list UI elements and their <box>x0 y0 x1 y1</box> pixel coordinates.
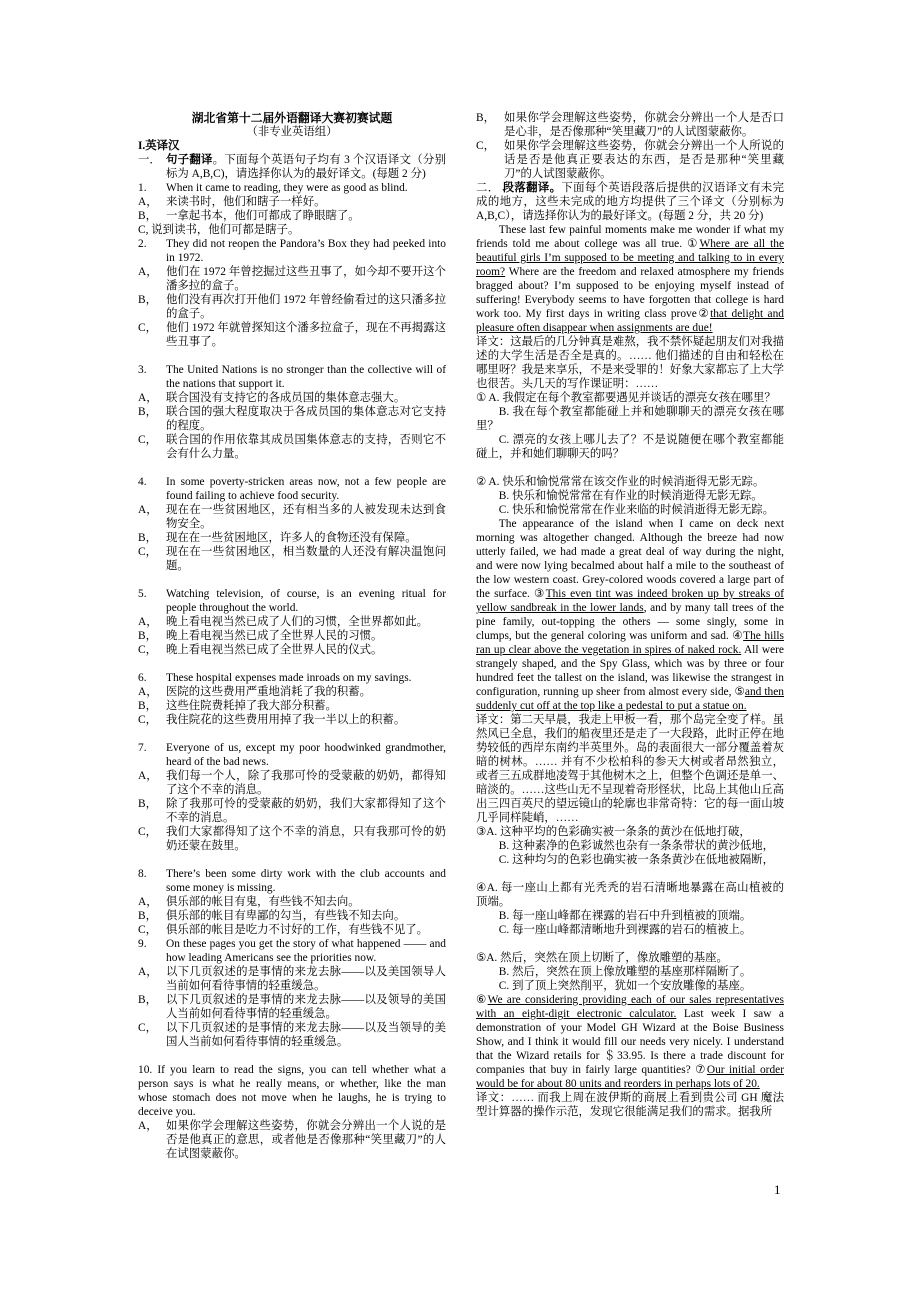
item-text <box>166 937 446 965</box>
underlined-passage: and then suddenly cut off at the top like a pedestal to put a statue on. <box>476 686 784 712</box>
text-segment: 二． <box>476 182 503 194</box>
text-segment: , and by many tall trees of the pine family, out-topping the others — some singly, some in clumps, but the general coloring was uniform and sad. ④ <box>476 602 784 642</box>
item-label: B， <box>138 700 157 712</box>
text-segment: 他们在 1972 年曾挖掘过这些丑事了，如今却不要开这个潘多拉的盒子。 <box>166 266 446 292</box>
item-label: 2. <box>138 238 147 250</box>
paragraph <box>476 181 784 223</box>
question-item <box>138 615 446 629</box>
question-item <box>138 629 446 643</box>
text-segment: ⑥ <box>476 994 488 1006</box>
question-item <box>476 139 784 181</box>
text-segment: 现在在一些贫困地区，还有相当多的人被发现未达到食物安全。 <box>166 504 446 530</box>
item-text <box>166 895 446 909</box>
paragraph <box>476 965 784 979</box>
text-segment: B. 我在每个教室都能碰上并和她聊聊天的漂亮女孩在哪里？ <box>476 406 784 432</box>
question-item <box>138 769 446 797</box>
question-item <box>138 503 446 531</box>
blank-line <box>138 727 446 741</box>
text-segment: 10. If you learn to read the signs, you can tell whether what a person says is what he really means, or whether, like the man whose stomach does not move when he laughs, he is trying to deceive you. <box>138 1064 446 1118</box>
paragraph <box>476 489 784 503</box>
text-segment: 湖北省第十二届外语翻译大赛初赛试题 <box>191 111 393 125</box>
question-item <box>138 965 446 993</box>
text-segment: Everyone of us, except my poor hoodwinked grandmother, heard of the bad news. <box>166 742 446 768</box>
text-segment: Last week I saw a demonstration of your Model GH Wizard at the Boise Business Show, and I think it would fill our needs very nicely. I understand that the Wizard retails for ＄33.95. Is there a trade discount for companies that buy in fairly large quantities? ⑦ <box>476 1008 784 1076</box>
question-item <box>138 671 446 685</box>
question-item <box>138 1119 446 1161</box>
question-item <box>138 181 446 195</box>
blank-line <box>138 853 446 867</box>
item-label: C， <box>138 644 157 656</box>
item-text <box>166 503 446 531</box>
item-text <box>166 629 446 643</box>
item-label: C， <box>138 434 157 446</box>
item-label: 4. <box>138 476 147 488</box>
paragraph <box>476 881 784 909</box>
item-text <box>166 475 446 503</box>
item-text <box>166 797 446 825</box>
text-segment: 他们没有再次打开他们 1972 年曾经偷看过的这只潘多拉的盒子。 <box>166 294 446 320</box>
page-number: 1 <box>774 1182 781 1197</box>
text-segment: All were strangely shaped, and the Spy Glass, which was by three or four hundred feet the tallest on the island, was likewise the strangest in configuration, running up sheer from almost every side, ⑤ <box>476 644 784 698</box>
underlined-passage: We are considering providing each of our sales representatives with an eight-digit electronic calculator. <box>476 994 784 1020</box>
item-text <box>166 685 446 699</box>
text-segment: 俱乐部的帐目是吃力不讨好的工作，有些钱不见了。 <box>166 924 428 936</box>
item-label: C， <box>138 322 157 334</box>
item-label: A， <box>138 196 158 208</box>
paragraph <box>476 391 784 405</box>
left-column <box>138 111 446 1161</box>
text-segment: 医院的这些费用严重地消耗了我的积蓄。 <box>166 686 372 698</box>
item-label: A， <box>138 896 158 908</box>
text-segment: 俱乐部的帐目有鬼，有些钱不知去向。 <box>166 896 360 908</box>
text-segment: ③A. 这种平均的色彩确实被一条条的黄沙在低地打破， <box>476 826 751 838</box>
text-segment: B. 快乐和愉悦常常在有作业的时候消逝得无影无踪。 <box>498 490 763 502</box>
text-segment: 如果你学会理解这些姿势，你就会分辨出一个人是否口是心非，是否像那种“笑里藏刀”的人试图蒙蔽你。 <box>504 112 784 138</box>
question-item <box>138 545 446 573</box>
item-label: A， <box>138 504 158 516</box>
item-label: A， <box>138 616 158 628</box>
item-label: C， <box>138 1022 157 1034</box>
item-text <box>166 293 446 321</box>
text-segment: 下面每个英语段落后提供的汉语译文有未完成的地方，这些未完成的地方均提供了三个译文（分别标为 A,B,C），请选择你认为的最好译文。(每题 2 分，共 20 分) <box>476 182 784 222</box>
question-item <box>138 265 446 293</box>
text-segment: They did not reopen the Pandora’s Box they had peeked into in 1972. <box>166 238 446 264</box>
paragraph <box>476 517 784 713</box>
question-item <box>138 363 446 391</box>
item-text <box>166 671 446 685</box>
item-label: A， <box>138 770 158 782</box>
text-segment: 晚上看电视当然已成了人们的习惯，全世界都如此。 <box>166 616 428 628</box>
question-item <box>138 321 446 349</box>
item-text <box>166 265 446 293</box>
underlined-passage: The hills ran up clear above the vegetation in spires of naked rock. <box>476 630 784 656</box>
document-title <box>138 111 446 125</box>
item-label: B， <box>138 294 157 306</box>
text-segment: C. 这种均匀的色彩也确实被一条条黄沙在低地被隔断， <box>498 854 775 866</box>
text-segment: These hospital expenses made inroads on my savings. <box>166 672 412 684</box>
question-item <box>138 531 446 545</box>
text-segment: 这些住院费耗掉了我大部分积蓄。 <box>166 700 337 712</box>
text-segment: 我们每一个人，除了我那可怜的受蒙蔽的奶奶，都得知了这个不幸的消息。 <box>166 770 446 796</box>
paragraph <box>476 335 784 391</box>
text-segment: ⑤A. 然后，突然在顶上切断了，像放雕塑的基座。 <box>476 952 728 964</box>
text-segment: 来读书时，他们和瞎子一样好。 <box>166 196 326 208</box>
item-label: A， <box>138 392 158 404</box>
item-label: 9. <box>138 938 147 950</box>
paragraph <box>476 433 784 461</box>
question-item <box>138 587 446 615</box>
bold-text: 句子翻译 <box>166 154 213 166</box>
paragraph <box>476 1091 784 1119</box>
text-segment: In some poverty-stricken areas now, not a few people are found failing to achieve food security. <box>166 476 446 502</box>
item-label: A， <box>138 266 158 278</box>
question-item <box>138 825 446 853</box>
item-text <box>166 965 446 993</box>
item-label: 7. <box>138 742 147 754</box>
item-text <box>166 909 446 923</box>
text-segment: ① A. 我假定在每个教室都要遇见并谈话的漂亮女孩在哪里？ <box>476 392 776 404</box>
text-segment: C, 说到读书，他们可都是瞎子。 <box>138 224 300 236</box>
item-text <box>504 139 784 181</box>
text-segment: These last few painful moments make me wonder if what my friends told me about college was all true. ① <box>476 224 784 250</box>
text-segment: 联合国的强大程度取决于各成员国的集体意志对它支持的程度。 <box>166 406 446 432</box>
text-segment: 如果你学会理解这些姿势，你就会分辨出一个人说的是否是他真正的意思，或者他是否像那种“笑里藏刀”的人在试图蒙蔽你。 <box>166 1120 446 1160</box>
question-item <box>138 237 446 265</box>
paragraph <box>476 909 784 923</box>
text-segment: 晚上看电视当然已成了全世界人民的习惯。 <box>166 630 383 642</box>
item-label: 3. <box>138 364 147 376</box>
question-item <box>138 741 446 769</box>
text-segment: 一拿起书本，他们可都成了睁眼瞎了。 <box>166 210 360 222</box>
text-segment: B. 这种素净的色彩诚然也杂有一条条带状的黄沙低地， <box>498 840 775 852</box>
item-label: 5. <box>138 588 147 600</box>
item-label: A， <box>138 686 158 698</box>
text-segment: 以下几页叙述的是事情的来龙去脉——以及当领导的美国人当前如何看待事情的轻重缓急。 <box>166 1022 446 1048</box>
paragraph <box>476 951 784 965</box>
text-segment: When it came to reading, they were as good as blind. <box>166 182 408 194</box>
item-label: B， <box>138 994 157 1006</box>
question-item <box>138 195 446 209</box>
item-label: A， <box>138 1120 158 1132</box>
bold-text: 段落翻译。 <box>502 182 562 194</box>
text-segment: 现在在一些贫困地区，相当数量的人还没有解决温饱问题。 <box>166 546 446 572</box>
right-column <box>476 111 784 1119</box>
paragraph <box>476 853 784 867</box>
question-item <box>138 1021 446 1049</box>
question-item <box>138 867 446 895</box>
underlined-passage: that delight and pleasure often disappear when assignments are due! <box>476 308 784 334</box>
paragraph <box>476 839 784 853</box>
document-subtitle <box>138 125 446 139</box>
text-segment: The United Nations is no stronger than the collective will of the nations that support it. <box>166 364 446 390</box>
item-label: B， <box>138 798 157 810</box>
question-item <box>138 433 446 461</box>
text-segment: 译文：…… 而我上周在波伊斯的商展上看到贵公司 GH 魔法型计算器的操作示范，发现它很能满足我们的需求。据我所 <box>476 1092 784 1118</box>
blank-line <box>138 349 446 363</box>
question-item <box>138 895 446 909</box>
item-text <box>166 545 446 573</box>
text-segment: 联合国的作用依靠其成员国集体意志的支持，否则它不会有什么力量。 <box>166 434 446 460</box>
text-segment: B. 然后，突然在顶上像放雕塑的基座那样隔断了。 <box>498 966 752 978</box>
text-segment: 联合国没有支持它的各成员国的集体意志强大。 <box>166 392 406 404</box>
paragraph <box>476 475 784 489</box>
question-item <box>138 699 446 713</box>
item-label: C， <box>138 924 157 936</box>
text-segment: 以下几页叙述的是事情的来龙去脉——以及美国领导人当前如何看待事情的轻重缓急。 <box>166 966 446 992</box>
item-text <box>166 643 446 657</box>
text-segment: C. 每一座山峰都清晰地升到裸露的岩石的植被上。 <box>498 924 752 936</box>
question-item <box>138 923 446 937</box>
question-item <box>138 685 446 699</box>
text-segment: 除了我那可怜的受蒙蔽的奶奶，我们大家都得知了这个不幸的消息。 <box>166 798 446 824</box>
text-segment: ② A. 快乐和愉悦常常在该交作业的时候消逝得无影无踪。 <box>476 476 765 488</box>
blank-line <box>138 573 446 587</box>
text-segment: 我们大家都得知了这个不幸的消息，只有我那可怜的奶奶还蒙在鼓里。 <box>166 826 446 852</box>
item-label: 8. <box>138 868 147 880</box>
item-text <box>504 111 784 139</box>
item-label: C， <box>476 140 495 152</box>
paragraph <box>476 405 784 433</box>
text-segment: 译文：这最后的几分钟真是难熬，我不禁怀疑起朋友们对我描述的大学生活是否全是真的。…… 他们描述的自由和轻松在哪里呀？我是来享乐，不是来受罪的！好象大家都忘了上大学也很苦。头几天的写作课证明：…… <box>476 336 784 390</box>
item-text <box>166 209 446 223</box>
item-text <box>166 713 446 727</box>
document-heading <box>138 139 446 153</box>
text-segment: C. 快乐和愉悦常常在作业来临的时候消逝得无影无踪。 <box>498 504 775 516</box>
item-text <box>166 615 446 629</box>
paragraph <box>476 825 784 839</box>
question-item <box>138 713 446 727</box>
paragraph <box>476 223 784 335</box>
item-label: C， <box>138 546 157 558</box>
paragraph <box>476 923 784 937</box>
question-item <box>138 937 446 965</box>
item-text <box>166 363 446 391</box>
item-text <box>166 531 446 545</box>
underlined-passage: Our initial order would be for about 80 units and reorders in perhaps lots of 20. <box>476 1064 784 1090</box>
paragraph <box>138 223 446 237</box>
item-text <box>166 1119 446 1161</box>
text-segment: 他们 1972 年就曾探知这个潘多拉盒子，现在不再揭露这些丑事了。 <box>166 322 446 348</box>
text-segment: 。下面每个英语句子均有 3 个汉语译文（分别标为 A,B,C)，请选择你认为的最好译文。(每题 2 分) <box>166 154 446 180</box>
text-segment: There’s been some dirty work with the club accounts and some money is missing. <box>166 868 446 894</box>
blank-line <box>138 461 446 475</box>
blank-line <box>476 937 784 951</box>
underlined-passage: Where are all the beautiful girls I’m supposed to be meeting and talking to in every room? <box>476 238 784 278</box>
text-segment: C. 到了顶上突然削平，犹如一个安放雕像的基座。 <box>498 980 752 992</box>
blank-line <box>476 461 784 475</box>
item-label: B， <box>476 112 495 124</box>
text-segment: On these pages you get the story of what happened —— and how leading Americans see the priorities now. <box>166 938 446 964</box>
item-label: C， <box>138 714 157 726</box>
item-label: B， <box>138 910 157 922</box>
item-label: B， <box>138 532 157 544</box>
item-text <box>166 433 446 461</box>
question-item <box>138 797 446 825</box>
item-text <box>166 181 446 195</box>
question-item <box>138 475 446 503</box>
question-item <box>138 993 446 1021</box>
text-segment: 我住院花的这些费用用掉了我一半以上的积蓄。 <box>166 714 406 726</box>
item-text <box>166 769 446 797</box>
item-label: 1. <box>138 182 147 194</box>
item-text <box>166 1021 446 1049</box>
item-text <box>166 825 446 853</box>
item-label: B， <box>138 210 157 222</box>
item-text <box>166 391 446 405</box>
question-item <box>138 643 446 657</box>
text-segment: C. 漂亮的女孩上哪儿去了？不是说随便在哪个教室都能碰上，并和她们聊聊天的吗？ <box>476 434 784 460</box>
text-segment: The appearance of the island when I came on deck next morning was altogether changed. Although the breeze had now utterly failed, we had made a great deal of way during the night, and were now lying becalmed about half a mile to the southeast of the low western coast. Grey-colored woods covered a large part of the surface. ③ <box>476 518 784 600</box>
question-item <box>138 209 446 223</box>
item-text <box>166 923 446 937</box>
paragraph <box>476 713 784 825</box>
item-text <box>166 237 446 265</box>
text-segment: 俱乐部的帐目有卑鄙的勾当，有些钱不知去向。 <box>166 910 406 922</box>
item-text <box>166 405 446 433</box>
item-text <box>166 699 446 713</box>
blank-line <box>138 1049 446 1063</box>
blank-line <box>476 867 784 881</box>
text-segment: 译文：第二天早晨，我走上甲板一看，那个岛完全变了样。虽然风已全息，我们的船夜里还是走了一大段路，此时正停在地势较低的西岸东南约半英里外。岛的表面很大一部分覆盖着灰暗的树林。…… 并有不少松柏科的参天大树或者昂然独立，或者三五成群地凌驾于其他树木之上，但整个色调还是单一、暗淡的。……这些山无不呈现着奇形怪状，比岛上其他山丘高出三四百英尺的望远镜山的轮廓也非常奇特：它的每一面山坡几乎同样陡峭，…… <box>476 714 784 824</box>
text-segment: Watching television, of course, is an evening ritual for people throughout the world. <box>166 588 446 614</box>
question-item <box>476 111 784 139</box>
text-segment: Where are the freedom and relaxed atmosphere my friends bragged about? I’m supposed to be enjoying myself instead of suffering! Everybody seems to have forgotten that college is hard work too. My first days in writing class prove② <box>476 266 784 320</box>
paragraph <box>476 979 784 993</box>
question-item <box>138 909 446 923</box>
paragraph <box>476 993 784 1091</box>
paragraph <box>476 503 784 517</box>
text-segment: 如果你学会理解这些姿势，你就会分辨出一个人所说的话是否是他真正要表达的东西，是否是那种“笑里藏刀”的人试图蒙蔽你。 <box>504 140 784 180</box>
item-label: A， <box>138 966 158 978</box>
text-segment: （非专业英语组） <box>246 126 338 138</box>
text-segment: ④A. 每一座山上都有光秃秃的岩石清晰地暴露在高山植被的顶端。 <box>476 882 784 908</box>
item-label: C， <box>138 826 157 838</box>
item-text <box>166 867 446 895</box>
item-label: B， <box>138 630 157 642</box>
question-item <box>138 153 446 181</box>
question-item <box>138 293 446 321</box>
item-label: 6. <box>138 672 147 684</box>
text-segment: I.英译汉 <box>138 140 180 152</box>
item-text <box>166 153 446 181</box>
item-label: 一． <box>138 154 161 166</box>
underlined-passage: This even tint was indeed broken up by streaks of yellow sandbreak in the lower lands <box>476 588 784 614</box>
item-text <box>166 993 446 1021</box>
text-segment: 晚上看电视当然已成了全世界人民的仪式。 <box>166 644 383 656</box>
item-label: B， <box>138 406 157 418</box>
text-segment: 现在在一些贫困地区，许多人的食物还没有保障。 <box>166 532 417 544</box>
item-text <box>166 321 446 349</box>
blank-line <box>138 657 446 671</box>
paragraph <box>138 1063 446 1119</box>
text-segment: 以下几页叙述的是事情的来龙去脉——以及领导的美国人当前如何看待事情的轻重缓急。 <box>166 994 446 1020</box>
question-item <box>138 405 446 433</box>
question-item <box>138 391 446 405</box>
item-text <box>166 587 446 615</box>
text-segment: B. 每一座山峰都在裸露的岩石中升到植被的顶端。 <box>498 910 752 922</box>
item-text <box>166 195 446 209</box>
item-text <box>166 741 446 769</box>
